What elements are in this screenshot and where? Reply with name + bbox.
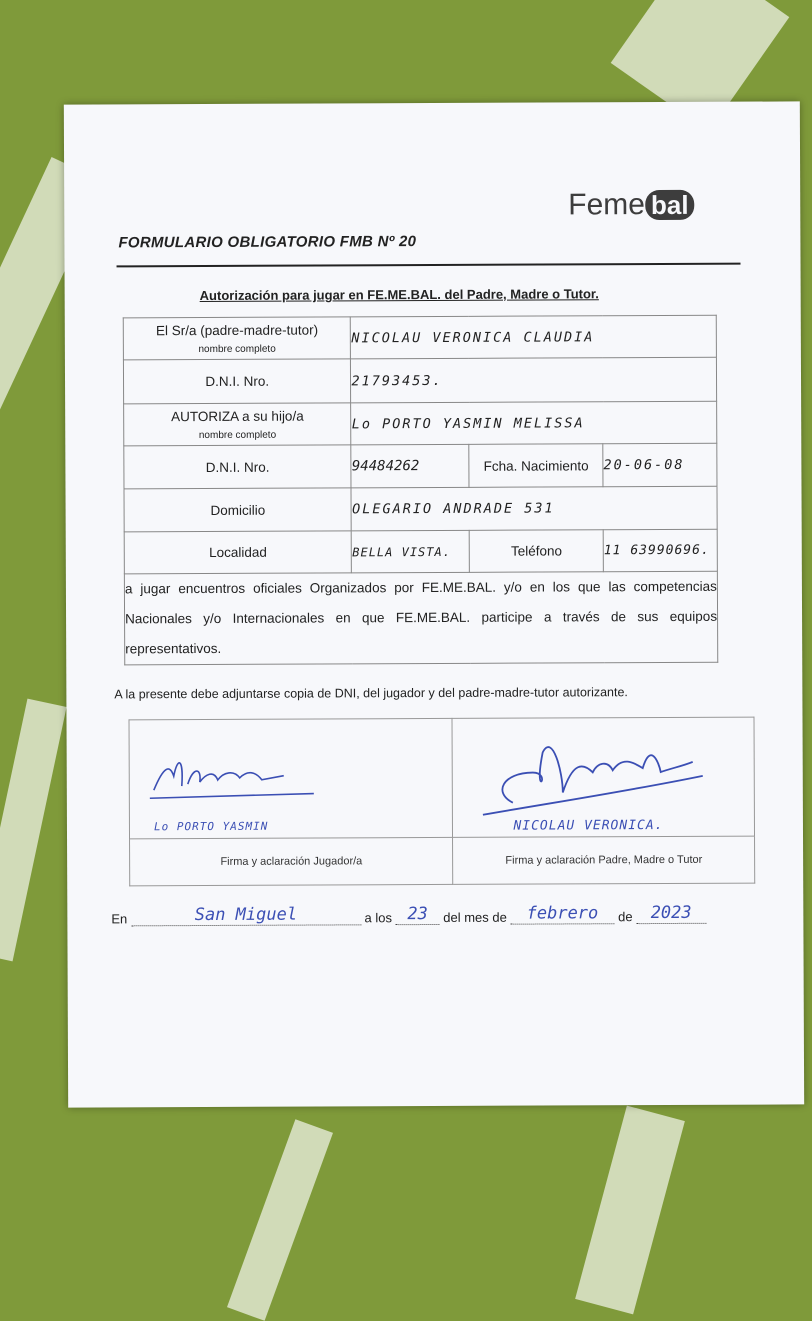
tutor-signature-caption: Firma y aclaración Padre, Madre o Tutor [453, 836, 755, 884]
jugador-signature-caption: Firma y aclaración Jugador/a [130, 837, 454, 885]
anio-value: 2023 [650, 902, 692, 924]
form-title: FORMULARIO OBLIGATORIO FMB Nº 20 [118, 233, 417, 252]
logo-badge: bal [645, 190, 695, 220]
authorization-table [123, 315, 719, 666]
autoriza-label: AUTORIZA a su hijo/a [171, 408, 304, 424]
telefono-label: Teléfono [469, 530, 603, 573]
dni-tutor-value: 21793453. [351, 357, 717, 403]
document-page [64, 101, 804, 1107]
title-divider [117, 263, 741, 268]
jugador-signature-image [144, 745, 344, 806]
tutor-signature-image [473, 732, 713, 823]
background-stripe [575, 1106, 685, 1315]
tutor-label: El Sr/a (padre-madre-tutor) [155, 322, 319, 338]
en-label: En [111, 911, 128, 927]
lugar-field [131, 904, 361, 926]
mes-value: febrero [526, 903, 599, 924]
dia-field [396, 904, 440, 925]
autoriza-sublabel: nombre completo [198, 429, 277, 441]
logo-text: Feme [568, 188, 646, 222]
telefono-value: 11 63990696. [603, 529, 717, 571]
a-los-label: a los [364, 910, 393, 926]
autoriza-label-cell [124, 403, 352, 446]
tutor-clarification: NICOLAU VERONICA. [513, 818, 664, 834]
femebal-logo [568, 188, 694, 223]
attachment-note: A la presente debe adjuntarse copia de DNI, del jugador y del padre-madre-tutor autorizante. [114, 685, 628, 702]
mes-label: del mes de [443, 909, 507, 925]
form-subtitle: Autorización para jugar en FE.ME.BAL. del Padre, Madre o Tutor. [199, 286, 599, 304]
anio-field [636, 902, 706, 924]
de-label: de [618, 909, 633, 925]
domicilio-value: OLEGARIO ANDRADE 531 [351, 486, 717, 531]
dni-hijo-label: D.N.I. Nro. [124, 445, 352, 489]
jugador-clarification: Lo PORTO YASMIN [153, 819, 269, 834]
hijo-name-value: Lo PORTO YASMIN MELISSA [351, 401, 717, 445]
fecha-nacimiento-value: 20-06-08 [603, 443, 717, 486]
fecha-nacimiento-label: Fcha. Nacimiento [469, 444, 603, 488]
background-stripe [0, 699, 67, 962]
tutor-name-value: NICOLAU VERONICA CLAUDIA [351, 315, 717, 359]
signature-table [128, 717, 755, 887]
background-stripe [227, 1119, 333, 1321]
lugar-value: San Miguel [194, 904, 298, 926]
dni-tutor-label: D.N.I. Nro. [123, 359, 351, 404]
domicilio-label: Domicilio [124, 488, 352, 532]
jugador-signature-cell [129, 718, 453, 838]
tutor-sublabel: nombre completo [198, 343, 276, 355]
dni-hijo-value: 94484262 [351, 444, 469, 488]
tutor-label-cell [123, 317, 351, 360]
localidad-value: BELLA VISTA. [352, 530, 470, 573]
mes-field [510, 903, 614, 924]
dia-value: 23 [407, 904, 428, 925]
place-date-line [111, 902, 706, 927]
localidad-label: Localidad [124, 531, 352, 574]
authorization-paragraph: a jugar encuentros oficiales Organizados por FE.ME.BAL. y/o en los que las competencias Nacionales y/o Internacionales en que FE.ME.BAL. participe a través de sus equipos representativos. [124, 571, 717, 665]
tutor-signature-cell [452, 717, 754, 837]
